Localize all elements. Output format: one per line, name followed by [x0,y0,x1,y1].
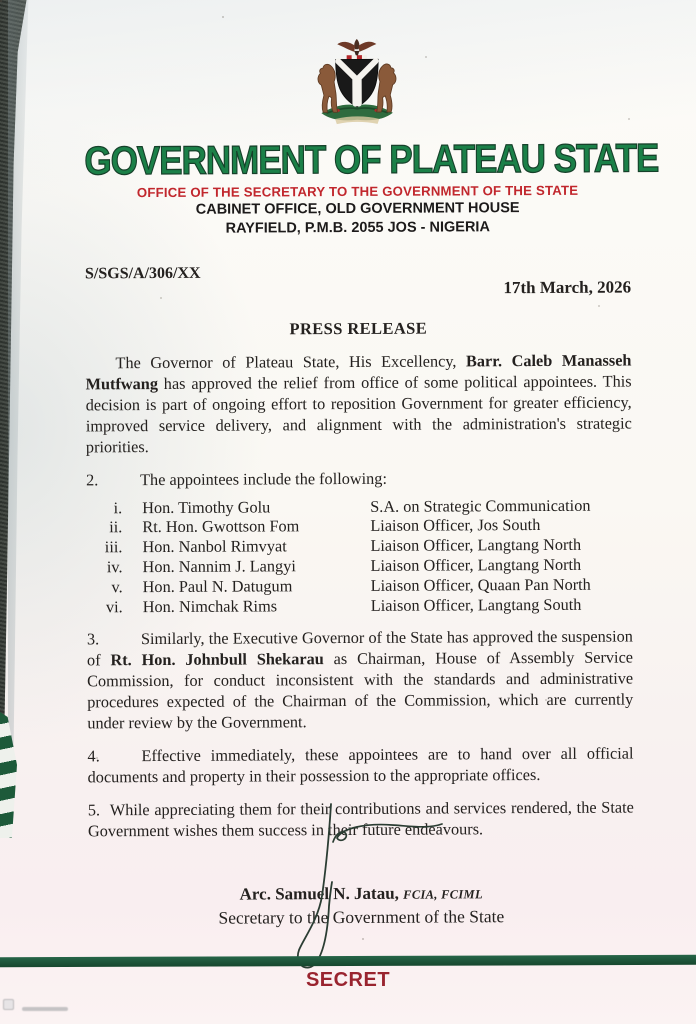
appointee-name: Hon. Nanbol Rimvyat [142,536,287,557]
governor-name: Barr. Caleb Manasseh Mutfwang [85,350,632,393]
appointee-numeral: iii. [104,537,123,557]
appointees-list [86,495,633,617]
paragraph-3-text-cont: as Chairman, House of Assembly Service Commission, for conduct inconsistent with the standards and administrative procedures expected of the Chairman of the Commission, which are currently under review by the Government. [87,647,634,733]
signatory-name-text: Arc. Samuel N. Jatau, [239,884,404,904]
appointee-numeral: v. [111,576,123,596]
chairman-name: Rt. Hon. Johnbull Shekarau [110,649,324,670]
letterhead-address-line1: CABINET OFFICE, OLD GOVERNMENT HOUSE [195,200,520,219]
appointee-name: Hon. Timothy Golu [142,496,271,517]
letterhead [84,136,659,239]
appointee-numeral: vi. [105,596,123,616]
classification-label: SECRET [305,969,391,991]
watermark [3,999,14,1010]
appointee-position: S.A. on Strategic Communication [370,495,591,516]
appointee-name: Hon. Nannim J. Langyi [142,556,296,576]
paragraph-4-number: 4. [87,746,100,766]
coat-of-arms-icon [306,34,409,135]
paragraph-5 [88,797,634,842]
letterhead-office-line: OFFICE OF THE SECRETARY TO THE GOVERNMENT OF THE STATE [136,183,579,201]
signatory-name [88,883,634,906]
watermark-text-smudge [22,1007,68,1011]
paragraph-3-number: 3. [86,629,100,649]
letterhead-title: GOVERNMENT OF PLATEAU STATE [84,136,659,184]
paragraph-1 [85,349,632,457]
paragraph-3-text: Similarly, the Executive Governor of the State has approved the suspension of [86,626,633,670]
appointee-position: Liaison Officer, Langtang North [370,534,582,555]
appointee-name: Rt. Hon. Gwottson Fom [142,516,300,537]
paragraph-2-number: 2. [86,469,99,489]
paragraph-1-text: The Governor of Plateau State, His Excellency, [115,350,467,372]
appointee-position: Liaison Officer, Quaan Pan North [370,574,591,595]
signatory-title: Secretary to the Government of the State [218,906,505,928]
watermark-icon [3,999,14,1010]
paragraph-4 [87,743,633,788]
paragraph-2 [86,466,632,490]
list-item [87,594,633,617]
paragraph-5-number: 5. [87,800,101,820]
letterhead-address-line2: RAYFIELD, P.M.B. 2055 JOS - NIGERIA [225,219,490,238]
document-date: 17th March, 2026 [503,277,632,297]
appointee-name: Hon. Paul N. Datugum [142,575,293,596]
paragraph-1-text-cont: has approved the relief from office of some political appointees. This decision is part of ongoing effort to reposition Government for greater efficiency, improved service delivery, and alignment with the administration's strategic priorities. [85,371,632,456]
signatory-credentials: FCIA, FCIML [403,887,483,903]
appointee-numeral: ii. [109,517,123,537]
footer-green-bar [0,955,696,967]
appointee-name: Hon. Nimchak Rims [142,595,278,616]
appointee-position: Liaison Officer, Langtang South [370,594,582,615]
appointee-numeral: iv. [106,557,123,577]
document-heading: PRESS RELEASE [289,318,428,338]
signature-block [88,883,634,930]
appointee-position: Liaison Officer, Langtang North [370,554,582,575]
appointee-position: Liaison Officer, Jos South [370,515,541,536]
paragraph-2-text: The appointees include the following: [140,468,387,489]
reference-row [85,262,631,300]
appointee-numeral: i. [113,497,123,517]
reference-number: S/SGS/A/306/XX [84,264,201,282]
paragraph-5-text: While appreciating them for their contributions and services rendered, the State Government wishes them success in their future endeavours. [87,797,634,841]
paragraph-3 [87,626,634,734]
paragraph-4-text: Effective immediately, these appointees are to hand over all official documents and property in their possession to the appropriate offices. [87,743,634,787]
